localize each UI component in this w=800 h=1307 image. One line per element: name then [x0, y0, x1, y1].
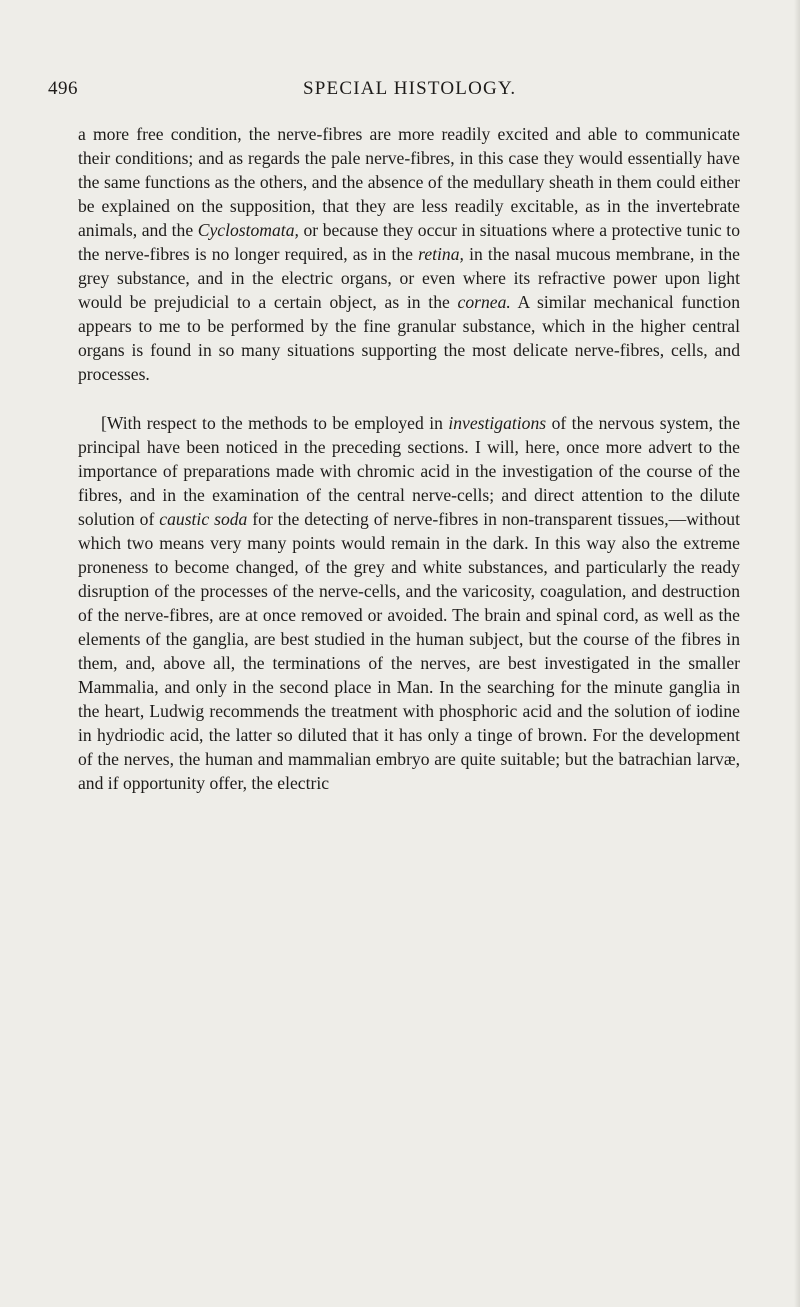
italic-term: cornea. — [457, 292, 511, 313]
page-number: 496 — [48, 78, 78, 99]
page-header — [0, 78, 800, 108]
body-text — [78, 122, 740, 795]
text-segment: of the nervous system, the principal have been noticed in the preceding sections. I will, here, once more advert to the importance of preparations made with chromic acid in the investigation of the course of the fibres, and in the examination of the central nerve-cells; and direct attention to the dilute solution of — [78, 412, 741, 529]
text-segment: for the detecting of nerve-fibres in non-transparent tissues,—without which two means very many points would remain in the dark. In this way also the extreme proneness to become changed, of the grey and white substances, and particularly the ready disruption of the processes of the nerve-cells, and the varicosity, coagulation, and destruction of the nerve-fibres, are at once removed or avoided. The brain and spinal cord, as well as the elements of the ganglia, are best studied in the human subject, but the course of the fibres in them, and, above all, the terminations of the nerves, are best investigated in the smaller Mammalia, and only in the second place in Man. In the searching for the minute ganglia in the heart, Ludwig recommends the treatment with phosphoric acid and the solution of iodine in hydriodic acid, the latter so diluted that it has only a tinge of brown. For the development of the nerves, the human and mammalian embryo are quite suitable; but the batrachian larvæ, and if opportunity offer, the electric — [78, 508, 740, 794]
italic-term: retina, — [418, 244, 464, 265]
text-segment: a more free condition, the nerve-fibres are more readily excited and able to communicate their conditions; and as regards the pale nerve-fibres, in this case they would essentially have the same functions as the others, and the absence of the medullary sheath in them could either be explained on the supposition, that they are less readily excitable, as in the invertebrate animals, and the — [78, 124, 740, 241]
text-segment: A similar mechanical function appears to me to be performed by the fine granular substance, which in the higher central organs is found in so many situations supporting the most delicate nerve-fibres, cells, and processes. — [78, 292, 740, 385]
italic-term: Cyclostomata, — [197, 220, 299, 241]
paragraph-1 — [78, 122, 740, 387]
running-title: SPECIAL HISTOLOGY. — [303, 78, 517, 99]
page-edge-shadow — [794, 0, 800, 1307]
text-segment: in the nasal mucous membrane, in the grey substance, and in the electric organs, or even where its refractive power upon light would be prejudicial to a certain object, as in the — [78, 244, 740, 313]
text-segment: or because they occur in situations where a protective tunic to the nerve-fibres is no longer required, as in the — [78, 220, 740, 265]
italic-term: caustic soda — [159, 508, 248, 529]
paragraph-2 — [78, 411, 740, 796]
text-segment: [With respect to the methods to be employed in — [101, 412, 449, 433]
italic-term: investigations — [448, 412, 547, 433]
